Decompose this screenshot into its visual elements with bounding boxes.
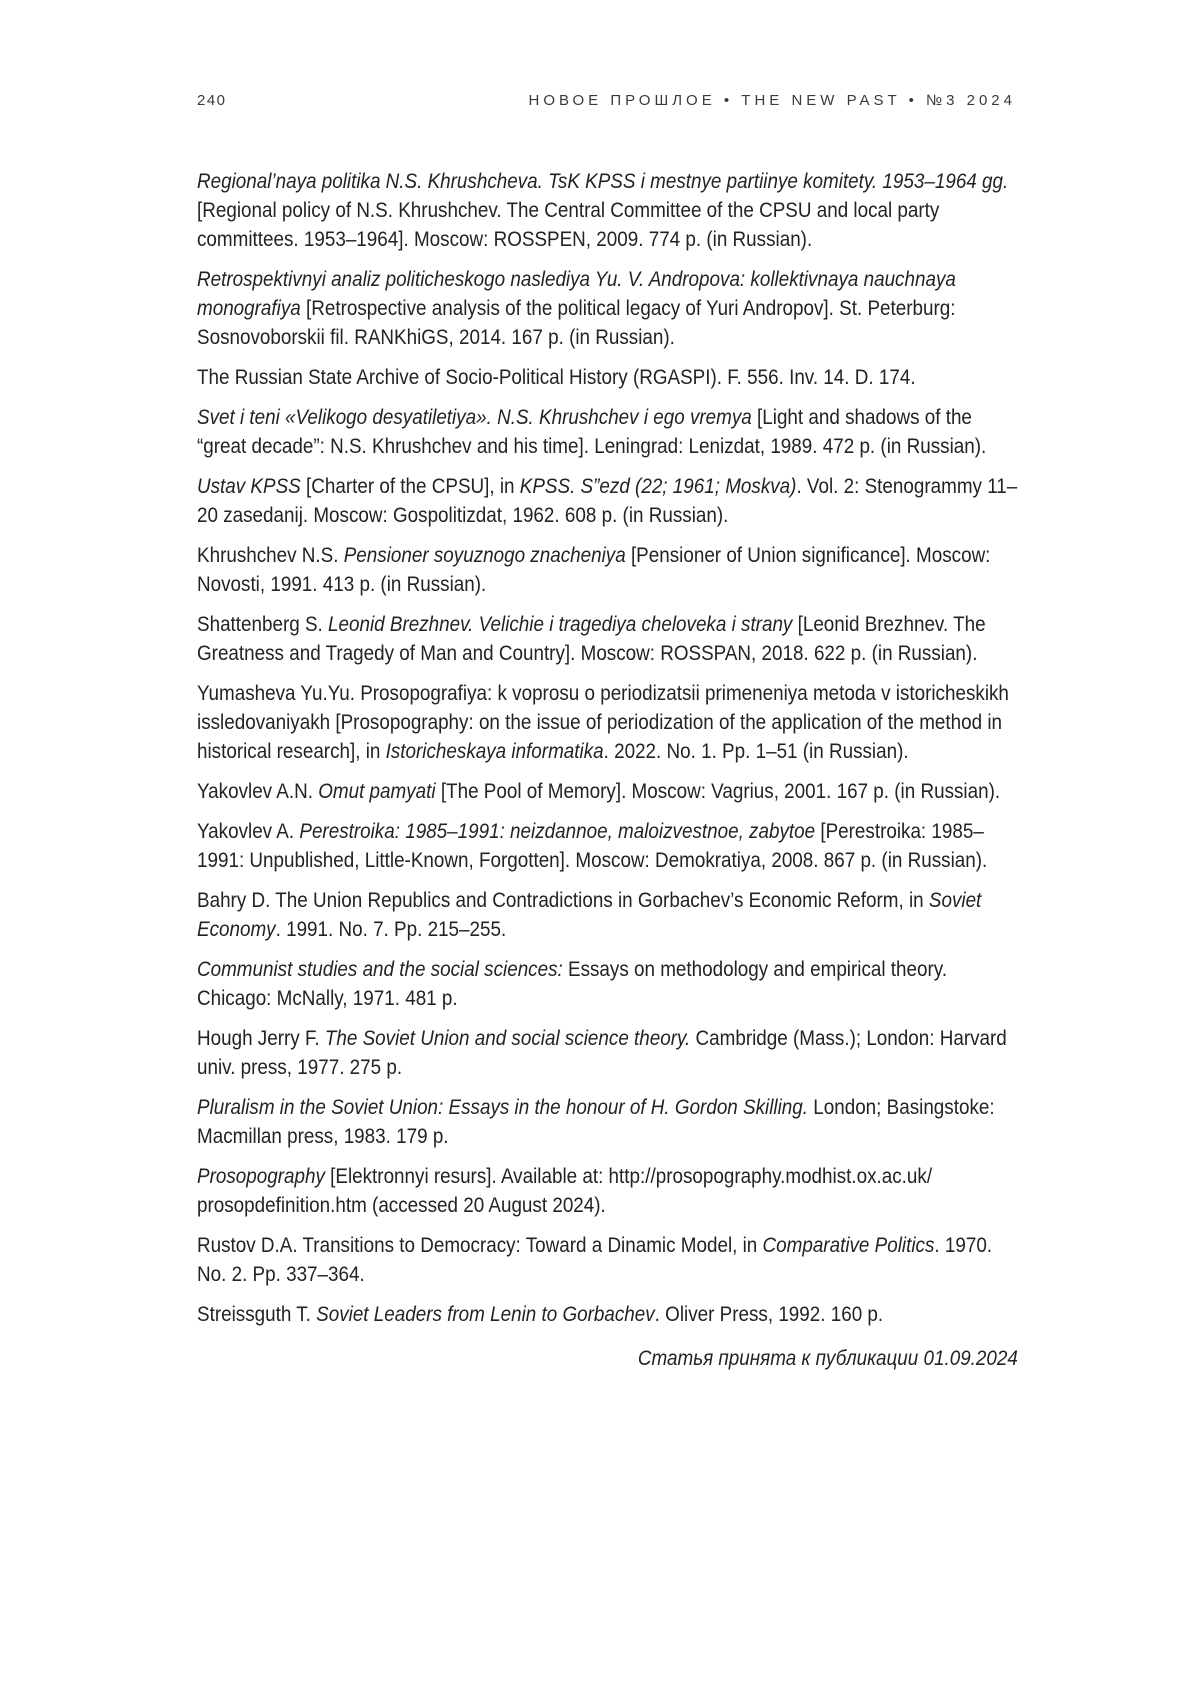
reference-text: [Regional policy of N.S. Khrushchev. The Central Committee of the CPSU and local party committees. 1953–1964]. Moscow: ROSSPEN, 2009. 774 p. (in Russian).: [197, 198, 940, 251]
reference-text: [Elektronnyi resurs]. Available at: http://prosopography.modhist.ox.ac.uk/​prosopdefinition.htm (accessed 20 August 2024).: [197, 1164, 933, 1217]
acceptance-note: Статья принята к публикации 01.09.2024: [637, 1346, 1018, 1370]
reference-text: . 2022. No. 1. Pp. 1–51 (in Russian).: [603, 739, 909, 763]
reference-text: Hough Jerry F.: [197, 1026, 325, 1050]
reference-text: The Russian State Archive of Socio-Political History (RGASPI). F. 556. Inv. 14. D. 174.: [197, 365, 916, 389]
reference-text-italic: Perestroika: 1985–1991: neizdannoe, maloizvestnoe, zabytoe: [299, 819, 816, 843]
reference-text-italic: KPSS. S”ezd (22; 1961; Moskva): [519, 474, 797, 498]
reference-entry: [197, 1231, 1018, 1289]
reference-text-italic: Comparative Politics: [762, 1233, 935, 1257]
reference-text-italic: Leonid Brezhnev. Velichie i tragediya cheloveka i strany: [328, 612, 793, 636]
reference-entry: [197, 610, 1018, 668]
reference-text: London; Basingstoke: Macmillan press, 1983. 179 p.: [197, 1095, 995, 1148]
reference-entry: [197, 1300, 1018, 1329]
reference-text-italic: Svet i teni «Velikogo desyatiletiya». N.S. Khrushchev i ego vremya: [197, 405, 752, 429]
reference-text: Bahry D. The Union Republics and Contradictions in Gorbachev’s Economic Reform, in: [197, 888, 929, 912]
reference-entry: [197, 679, 1018, 766]
reference-entry: [197, 472, 1018, 530]
reference-entry: [197, 265, 1018, 352]
reference-text: Yakovlev A.N.: [197, 779, 319, 803]
reference-text: [Perestroika: 1985–1991: Unpublished, Little-Known, Forgotten]. Moscow: Demokratiya, 2008. 867 p. (in Russian).: [197, 819, 988, 872]
reference-text: . 1970. No. 2. Pp. 337–364.: [197, 1233, 993, 1286]
reference-text: [The Pool of Memory]. Moscow: Vagrius, 2001. 167 p. (in Russian).: [435, 779, 1001, 803]
reference-entry: [197, 403, 1018, 461]
reference-text: . 1991. No. 7. Pp. 215–255.: [275, 917, 507, 941]
references-list: [197, 167, 1018, 1329]
reference-text: [Charter of the CPSU], in: [300, 474, 520, 498]
running-head: НОВОЕ ПРОШЛОЕ • THE NEW PAST • №3 2024: [528, 92, 1016, 109]
reference-text-italic: Regional’naya politika N.S. Khrushcheva. TsK KPSS i mestnye partiinye komitety. 1953–1964 gg.: [197, 169, 1009, 193]
reference-entry: [197, 541, 1018, 599]
page-number: 240: [197, 92, 227, 109]
references-section: [197, 167, 1018, 1373]
reference-text: [Leonid Brezhnev. The Greatness and Tragedy of Man and Country]. Moscow: ROSSPAN, 2018. 622 p. (in Russian).: [197, 612, 986, 665]
reference-entry: [197, 886, 1018, 944]
reference-text: Khrushchev N.S.: [197, 543, 344, 567]
reference-text-italic: Retrospektivnyi analiz politicheskogo naslediya Yu. V. Andropova: kollektivnaya nauchnaya monografiya: [197, 267, 956, 320]
reference-text-italic: Soviet Leaders from Lenin to Gorbachev: [316, 1302, 655, 1326]
page-header: [197, 92, 1016, 109]
reference-text-italic: Communist studies and the social sciences:: [197, 957, 563, 981]
reference-text: . Vol. 2: Stenogrammy 11–20 zasedanij. Moscow: Gospolitizdat, 1962. 608 p. (in Russian).: [197, 474, 1018, 527]
reference-entry: [197, 777, 1018, 806]
reference-text-italic: The Soviet Union and social science theory.: [324, 1026, 691, 1050]
reference-entry: [197, 817, 1018, 875]
reference-text-italic: Prosopography: [197, 1164, 325, 1188]
reference-entry: [197, 955, 1018, 1013]
reference-entry: [197, 363, 1018, 392]
reference-text-italic: Omut pamyati: [318, 779, 436, 803]
reference-text: Essays on methodology and empirical theory. Chicago: McNally, 1971. 481 p.: [197, 957, 948, 1010]
reference-text-italic: Soviet Economy: [197, 888, 982, 941]
reference-text: Rustov D.A. Transitions to Democracy: Toward a Dinamic Model, in: [197, 1233, 763, 1257]
reference-text: [Retrospective analysis of the political legacy of Yuri Andropov]. St. Peterburg: Sosnovoborskii fil. RANKhiGS, 2014. 167 p. (in Russian).: [197, 296, 956, 349]
reference-text: Yumasheva Yu.Yu. Prosopografiya: k voprosu o periodizatsii primeneniya metoda v istoricheskikh issledovaniyakh [Prosopography: on the issue of periodization of the application of the method in historical research], in: [197, 681, 1009, 763]
reference-text-italic: Pluralism in the Soviet Union: Essays in the honour of H. Gordon Skilling.: [197, 1095, 809, 1119]
reference-text: . Oliver Press, 1992. 160 p.: [654, 1302, 884, 1326]
reference-entry: [197, 1162, 1018, 1220]
reference-text: [Pensioner of Union significance]. Moscow: Novosti, 1991. 413 p. (in Russian).: [197, 543, 991, 596]
reference-entry: [197, 1093, 1018, 1151]
reference-entry: [197, 167, 1018, 254]
reference-text: [Light and shadows of the “great decade”: N.S. Khrushchev and his time]. Leningrad: Lenizdat, 1989. 472 p. (in Russian).: [197, 405, 987, 458]
reference-text: Cambridge (Mass.); London: Harvard univ. press, 1977. 275 p.: [197, 1026, 1007, 1079]
reference-text: Yakovlev A.: [197, 819, 300, 843]
reference-text-italic: Istoricheskaya informatika: [385, 739, 604, 763]
reference-text-italic: Pensioner soyuznogo znacheniya: [343, 543, 626, 567]
reference-text-italic: Ustav KPSS: [197, 474, 301, 498]
reference-text: Shattenberg S.: [197, 612, 329, 636]
reference-entry: [197, 1024, 1018, 1082]
reference-text: Streissguth T.: [197, 1302, 317, 1326]
